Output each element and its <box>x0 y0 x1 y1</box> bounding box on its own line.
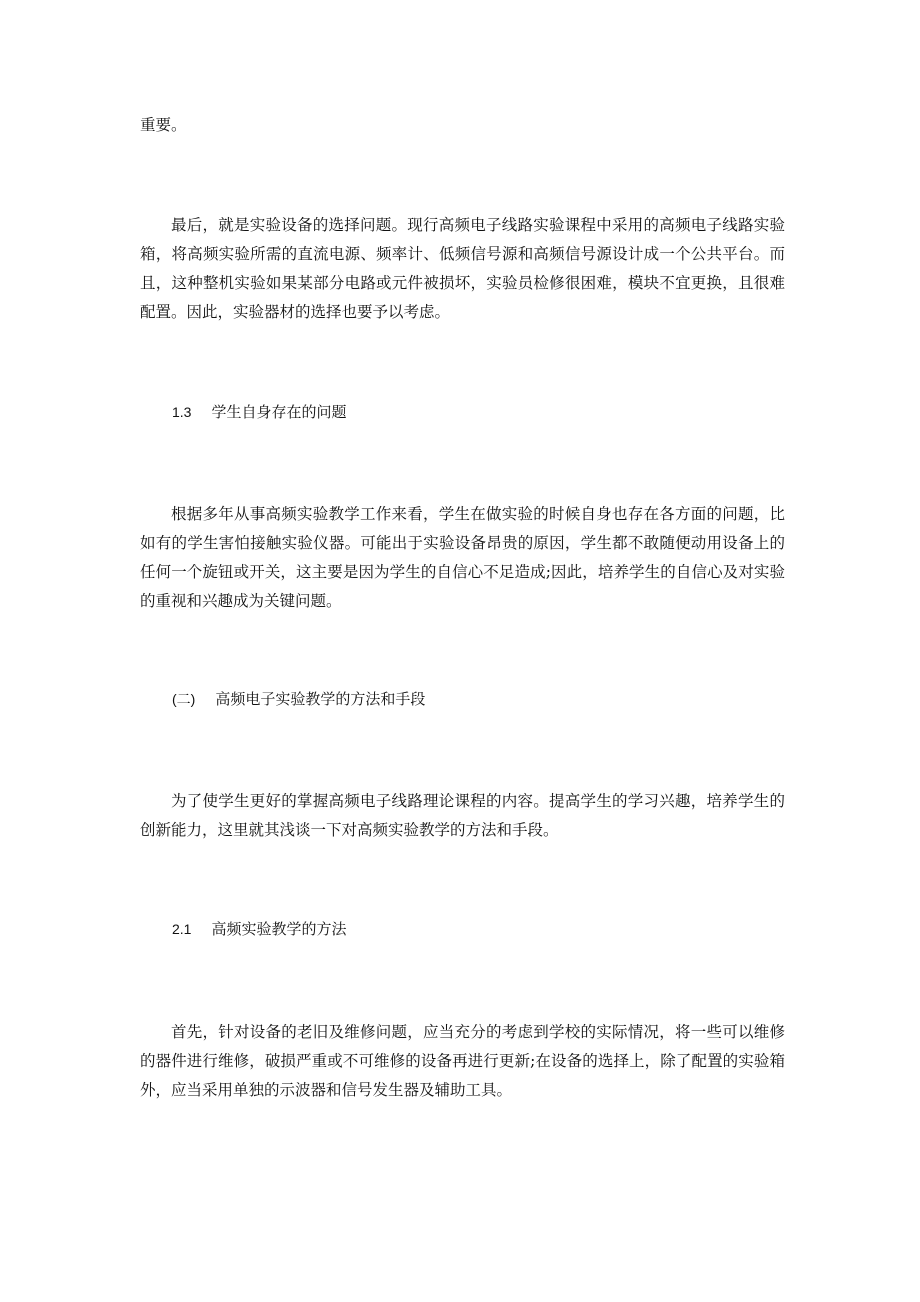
section-heading-2 <box>172 688 425 710</box>
section-title: 高频实验教学的方法 <box>211 920 347 938</box>
section-title: 学生自身存在的问题 <box>211 403 347 421</box>
paragraph-student-problems: 根据多年从事高频实验教学工作来看，学生在做实验的时候自身也存在各方面的问题，比如有的学生害怕接触实验仪器。可能出于实验设备昂贵的原因，学生都不敢随便动用设备上的任何一个旋钮或开关，这主要是因为学生的自信心不足造成;因此，培养学生的自信心及对实验的重视和兴趣成为关键问题。 <box>140 505 785 610</box>
section-heading-2-1 <box>172 918 346 940</box>
paragraph-teaching-methods: 首先，针对设备的老旧及维修问题，应当充分的考虑到学校的实际情况，将一些可以维修的器件进行维修，破损严重或不可维修的设备再进行更新;在设备的选择上，除了配置的实验箱外，应当采用单独的示波器和信号发生器及辅助工具。 <box>140 1023 785 1099</box>
section-number: 2.1 <box>172 921 192 937</box>
section-number: 1.3 <box>172 404 192 420</box>
paragraph-methods-intro: 为了使学生更好的掌握高频电子线路理论课程的内容。提高学生的学习兴趣，培养学生的创新能力，这里就其浅谈一下对高频实验教学的方法和手段。 <box>140 792 785 839</box>
section-number: (二) <box>172 691 196 707</box>
paragraph-fragment-top: 重要。 <box>140 116 187 134</box>
section-heading-1-3 <box>172 401 346 423</box>
section-title: 高频电子实验教学的方法和手段 <box>215 690 426 708</box>
paragraph-equipment-selection: 最后，就是实验设备的选择问题。现行高频电子线路实验课程中采用的高频电子线路实验箱，将高频实验所需的直流电源、频率计、低频信号源和高频信号源设计成一个公共平台。而且，这种整机实验如果某部分电路或元件被损坏，实验员检修很困难，模块不宜更换，且很难配置。因此，实验器材的选择也要予以考虑。 <box>140 216 785 321</box>
